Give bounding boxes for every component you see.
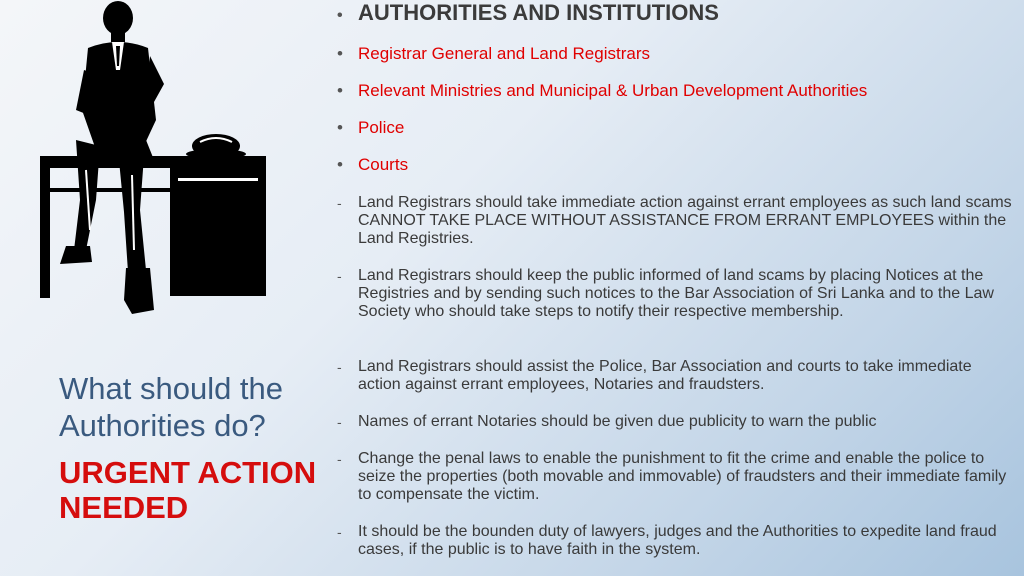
bullet-item-ministries bbox=[337, 81, 867, 101]
urgent-action-label: URGENT ACTION NEEDED bbox=[59, 455, 317, 525]
desk-shape bbox=[40, 156, 266, 298]
paragraph-text: Land Registrars should keep the public informed of land scams by placing Notices at the Registries and by sending such notices to the Bar Association of Sri Lanka and to the Law Society who should take steps to notify their respective membership. bbox=[358, 267, 994, 320]
paragraph-item bbox=[337, 194, 1017, 248]
businessman-on-desk-illustration bbox=[36, 0, 268, 316]
paragraph-text: Land Registrars should assist the Police, Bar Association and courts to take immediate action against errant employees, Notaries and fraudsters. bbox=[358, 358, 972, 393]
paragraph-text: Change the penal laws to enable the punishment to fit the crime and enable the police to seize the properties (both movable and immovable) of fraudsters and their immediate family to compensate the victim. bbox=[358, 450, 1007, 503]
bullet-dot-icon: • bbox=[337, 118, 343, 137]
bullet-item-label: Relevant Ministries and Municipal & Urban Development Authorities bbox=[358, 81, 868, 100]
dash-icon: - bbox=[337, 414, 342, 430]
dash-icon: - bbox=[337, 359, 342, 375]
bullet-item-label: Courts bbox=[358, 155, 409, 174]
bullet-dot-icon: • bbox=[337, 7, 343, 24]
paragraph-text: Land Registrars should take immediate action against errant employees as such land scams CANNOT TAKE PLACE WITHOUT ASSISTANCE FROM ERRANT EMPLOYEES within the Land Registries. bbox=[358, 194, 1012, 247]
bullet-item-police bbox=[337, 118, 404, 138]
section-heading bbox=[337, 0, 719, 28]
paragraph-item bbox=[337, 358, 1017, 394]
bullet-item-courts bbox=[337, 155, 408, 175]
bullet-dot-icon: • bbox=[337, 44, 343, 63]
dash-icon: - bbox=[337, 451, 342, 467]
paragraph-text: It should be the bounden duty of lawyers, judges and the Authorities to expedite land fraud cases, if the public is to have faith in the system. bbox=[358, 523, 997, 558]
bullet-item-label: Registrar General and Land Registrars bbox=[358, 44, 650, 63]
hat-shape bbox=[186, 134, 246, 159]
dash-icon: - bbox=[337, 524, 342, 540]
dash-icon: - bbox=[337, 268, 342, 284]
paragraph-item bbox=[337, 413, 1017, 431]
bullet-item-registrar bbox=[337, 44, 650, 64]
paragraph-item bbox=[337, 267, 1017, 321]
bullet-dot-icon: • bbox=[337, 155, 343, 174]
left-title: What should the Authorities do? bbox=[59, 371, 284, 443]
dash-icon: - bbox=[337, 195, 342, 211]
paragraph-text: Names of errant Notaries should be given due publicity to warn the public bbox=[358, 413, 877, 430]
paragraph-item bbox=[337, 450, 1017, 504]
heading-text: AUTHORITIES AND INSTITUTIONS bbox=[358, 0, 719, 25]
bullet-item-label: Police bbox=[358, 118, 405, 137]
paragraph-item bbox=[337, 523, 1017, 559]
bullet-dot-icon: • bbox=[337, 81, 343, 100]
